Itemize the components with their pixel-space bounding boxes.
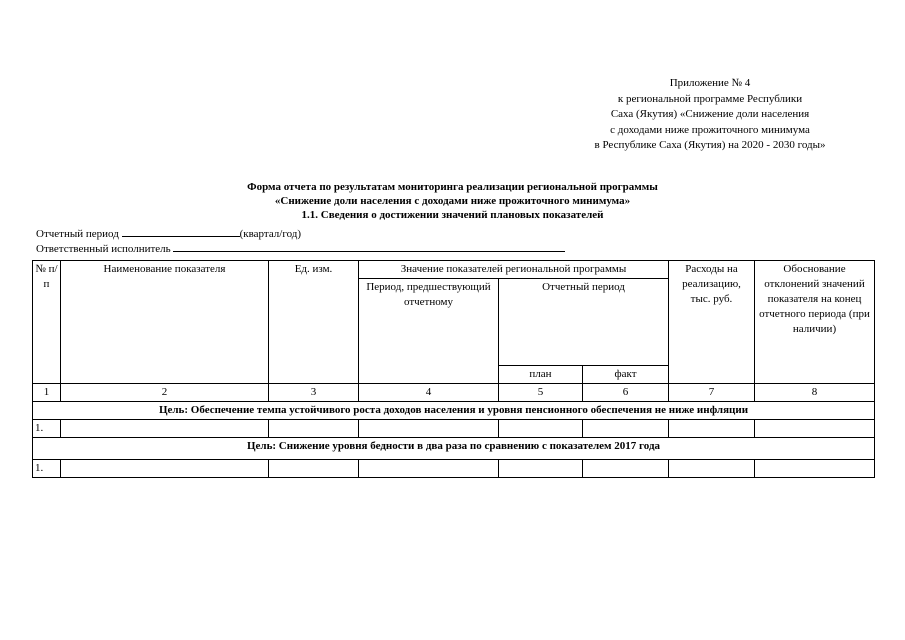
form-title xyxy=(0,180,905,222)
appendix-line: в Республике Саха (Якутия) на 2020 - 2030 годы» xyxy=(594,139,826,151)
header-num: № п/п xyxy=(33,261,61,384)
executor-field xyxy=(36,241,565,256)
executor-label: Ответственный исполнитель xyxy=(36,243,171,255)
justification-cell[interactable] xyxy=(755,460,875,478)
justification-cell[interactable] xyxy=(755,420,875,438)
header-reporting-period: Отчетный период xyxy=(499,279,669,366)
header-fact: факт xyxy=(583,366,669,384)
indicator-name-cell[interactable] xyxy=(61,420,269,438)
column-number: 7 xyxy=(669,384,755,402)
form-subtitle: 1.1. Сведения о достижении значений плановых показателей xyxy=(301,209,604,221)
column-number: 1 xyxy=(33,384,61,402)
form-title-line: «Снижение доли населения с доходами ниже прожиточного минимума» xyxy=(274,195,631,207)
goal-row-title: Цель: Снижение уровня бедности в два раза по сравнению с показателем 2017 года xyxy=(33,438,875,460)
column-number: 8 xyxy=(755,384,875,402)
appendix-header xyxy=(520,76,900,154)
previous-period-cell[interactable] xyxy=(359,460,499,478)
plan-cell[interactable] xyxy=(499,420,583,438)
header-expenses: Расходы на реализацию, тыс. руб. xyxy=(669,261,755,384)
indicator-name-cell[interactable] xyxy=(61,460,269,478)
unit-cell[interactable] xyxy=(269,460,359,478)
appendix-line: Саха (Якутия) «Снижение доли населения xyxy=(610,108,810,120)
reporting-period-input[interactable] xyxy=(122,226,240,237)
executor-input[interactable] xyxy=(173,241,565,252)
form-title-line: Форма отчета по результатам мониторинга реализации региональной программы xyxy=(247,181,658,193)
header-indicator-name: Наименование показателя xyxy=(61,261,269,384)
header-justification: Обоснование отклонений значений показателя на конец отчетного периода (при наличии) xyxy=(755,261,875,384)
row-number-cell: 1. xyxy=(33,460,61,478)
fact-cell[interactable] xyxy=(583,460,669,478)
reporting-period-field xyxy=(36,226,301,241)
plan-cell[interactable] xyxy=(499,460,583,478)
expenses-cell[interactable] xyxy=(669,460,755,478)
header-unit: Ед. изм. xyxy=(269,261,359,384)
appendix-line: Приложение № 4 xyxy=(669,77,751,89)
goal-row-title: Цель: Обеспечение темпа устойчивого роста доходов населения и уровня пенсионного обеспечения не ниже инфляции xyxy=(33,402,875,420)
fact-cell[interactable] xyxy=(583,420,669,438)
appendix-line: к региональной программе Республики xyxy=(617,92,803,105)
header-plan: план xyxy=(499,366,583,384)
expenses-cell[interactable] xyxy=(669,420,755,438)
appendix-line: с доходами ниже прожиточного минимума xyxy=(610,123,810,136)
reporting-period-label: Отчетный период xyxy=(36,228,119,240)
column-number: 5 xyxy=(499,384,583,402)
column-number: 3 xyxy=(269,384,359,402)
header-values-group: Значение показателей региональной программы xyxy=(359,261,669,279)
report-table xyxy=(32,260,875,478)
row-number-cell: 1. xyxy=(33,420,61,438)
reporting-period-suffix: (квартал/год) xyxy=(239,228,302,240)
column-number: 4 xyxy=(359,384,499,402)
column-number: 2 xyxy=(61,384,269,402)
unit-cell[interactable] xyxy=(269,420,359,438)
previous-period-cell[interactable] xyxy=(359,420,499,438)
header-previous-period: Период, предшествующий отчетному xyxy=(359,279,499,384)
column-number: 6 xyxy=(583,384,669,402)
